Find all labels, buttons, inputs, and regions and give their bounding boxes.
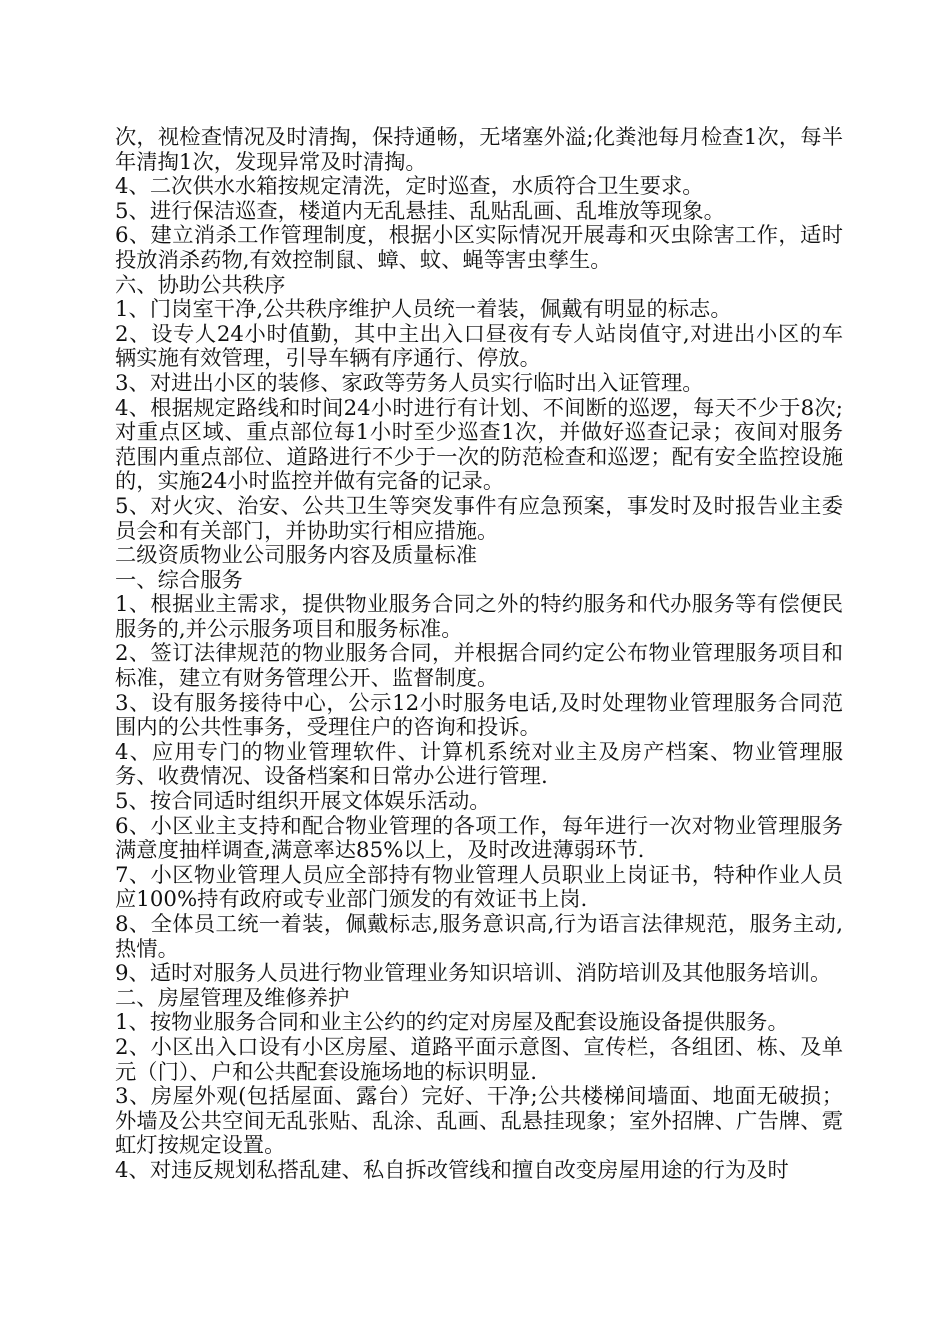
- paragraph-service-contract: 2、签订法律规范的物业服务合同，并根据合同约定公布物业管理服务项目和标准，建立有财务管理公开、监督制度。: [115, 641, 843, 692]
- paragraph-drainage-cleaning: 次，视检查情况及时清掏，保持通畅，无堵塞外溢;化粪池每月检查1次，每半年清掏1次，发现异常及时清掏。: [115, 125, 843, 175]
- paragraph-satisfaction-survey: 6、小区业主支持和配合物业管理的各项工作，每年进行一次对物业管理服务满意度抽样调查,满意率达85%以上，及时改进薄弱环节.: [115, 813, 843, 864]
- section-heading-public-order: 六、协助公共秩序: [115, 272, 286, 298]
- paragraph-reception-center: 3、设有服务接待中心，公示12小时服务电话,及时处理物业管理服务合同范围内的公共性事务，受理住户的咨询和投诉。: [115, 690, 843, 741]
- paragraph-cleaning-patrol: 5、进行保洁巡查，楼道内无乱悬挂、乱贴乱画、乱堆放等现象。: [115, 198, 725, 224]
- document-page: [115, 126, 843, 1184]
- paragraph-cultural-activities: 5、按合同适时组织开展文体娱乐活动。: [115, 789, 491, 815]
- paragraph-water-tank: 4、二次供水水箱按规定清洗，定时巡查，水质符合卫生要求。: [115, 174, 704, 200]
- document-section-title: 二级资质物业公司服务内容及质量标准: [115, 543, 478, 569]
- paragraph-staff-certificates: 7、小区物业管理人员应全部持有物业管理人员职业上岗证书，特种作业人员应100%持有政府或专业部门颁发的有效证书上岗.: [115, 862, 843, 913]
- paragraph-exterior-appearance: 3、房屋外观(包括屋面、露台）完好、干净;公共楼梯间墙面、地面无破损；外墙及公共空间无乱张贴、乱涂、乱画、乱悬挂现象；室外招牌、广告牌、霓虹灯按规定设置。: [115, 1084, 843, 1159]
- paragraph-pest-control: 6、建立消杀工作管理制度，根据小区实际情况开展毒和灭虫除害工作，适时投放消杀药物,有效控制鼠、蟑、蚊、蝇等害虫孳生。: [115, 223, 843, 273]
- paragraph-emergency-plan: 5、对火灾、治安、公共卫生等突发事件有应急预案，事发时及时报告业主委员会和有关部门，并协助实行相应措施。: [115, 493, 843, 544]
- section-heading-general-service: 一、综合服务: [115, 567, 243, 593]
- paragraph-signage: 2、小区出入口设有小区房屋、道路平面示意图、宣传栏，各组团、栋、及单元（门）、户和公共配套设施场地的标识明显.: [115, 1034, 843, 1085]
- paragraph-housing-service: 1、按物业服务合同和业主公约的约定对房屋及配套设施设备提供服务。: [115, 1010, 789, 1036]
- paragraph-special-services: 1、根据业主需求，提供物业服务合同之外的特约服务和代办服务等有偿便民服务的,并公示服务项目和服务标准。: [115, 592, 843, 642]
- paragraph-illegal-construction: 4、对违反规划私搭乱建、私自拆改管线和擅自改变房屋用途的行为及时: [115, 1157, 789, 1183]
- section-heading-housing-maintenance: 二、房屋管理及维修养护: [115, 985, 350, 1011]
- paragraph-staff-training: 9、适时对服务人员进行物业管理业务知识培训、消防培训及其他服务培训。: [115, 961, 832, 987]
- paragraph-management-software: 4、应用专门的物业管理软件、计算机系统对业主及房产档案、物业管理服务、收费情况、设备档案和日常办公进行管理.: [115, 739, 843, 790]
- paragraph-temporary-pass: 3、对进出小区的装修、家政等劳务人员实行临时出入证管理。: [115, 370, 704, 396]
- paragraph-patrol-route: 4、根据规定路线和时间24小时进行有计划、不间断的巡逻，每天不少于8次;对重点区域、重点部位每1小时至少巡查1次，并做好巡查记录；夜间对服务范围内重点部位、道路进行不少于一次的防范检查和巡逻；配有安全监控设施的，实施24小时监控并做有完备的记录。: [115, 395, 843, 495]
- paragraph-gate-room: 1、门岗室干净,公共秩序维护人员统一着装，佩戴有明显的标志。: [115, 297, 732, 323]
- paragraph-staff-uniform: 8、全体员工统一着装，佩戴标志,服务意识高,行为语言法律规范，服务主动,热情。: [115, 912, 843, 962]
- paragraph-24h-duty: 2、设专人24小时值勤，其中主出入口昼夜有专人站岗值守,对进出小区的车辆实施有效管理，引导车辆有序通行、停放。: [115, 321, 843, 372]
